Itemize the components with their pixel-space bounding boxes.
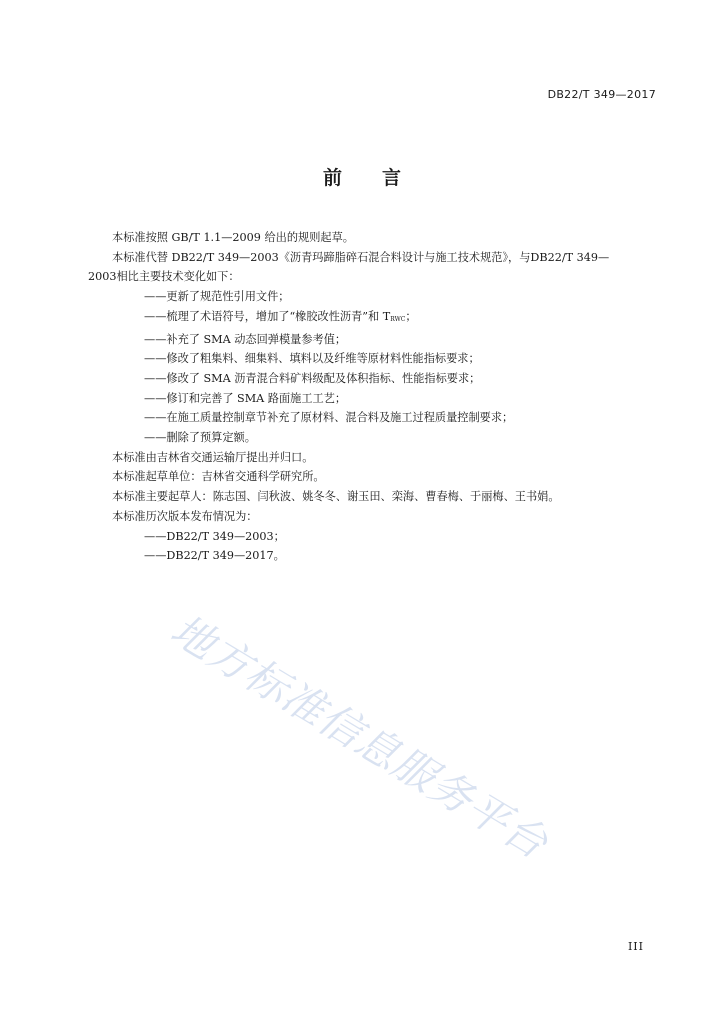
watermark: 地方标准信息服务平台 xyxy=(162,604,557,869)
paragraph-replaces-line-2: 2003相比主要技术变化如下： xyxy=(88,270,240,284)
change-item: ——修改了粗集料、细集料、填料以及纤维等原材料性能指标要求； xyxy=(144,352,480,366)
change-item: ——在施工质量控制章节补充了原材料、混合料及施工过程质量控制要求； xyxy=(144,411,514,425)
paragraph-drafters: 本标准主要起草人：陈志国、闫秋波、姚冬冬、谢玉田、栾海、曹春梅、于丽梅、王书娟。 xyxy=(112,490,560,504)
change-item: ——修订和完善了 SMA 路面施工工艺； xyxy=(144,391,347,405)
change-item: ——补充了 SMA 动态回弹模量参考值； xyxy=(144,332,347,346)
document-code: DB22/T 349—2017 xyxy=(547,88,656,101)
change-item-suffix: ； xyxy=(405,309,417,323)
paragraph-drafting-rules: 本标准按照 GB/T 1.1—2009 给出的规则起草。 xyxy=(112,231,354,244)
change-item xyxy=(88,307,658,330)
change-item-text: ——梳理了术语符号，增加了“橡胶改性沥青”和 T xyxy=(144,309,391,323)
version-item: ——DB22/T 349—2003； xyxy=(144,529,285,543)
paragraph-proposer: 本标准由吉林省交通运输厅提出并归口。 xyxy=(112,450,314,464)
change-item: ——删除了预算定额。 xyxy=(144,431,256,445)
title-char-2: 言 xyxy=(382,167,402,189)
paragraph-replaces-line-1: 本标准代替 DB22/T 349—2003《沥青玛蹄脂碎石混合料设计与施工技术规范》，与DB22/T 349— xyxy=(112,250,610,264)
change-item: ——修改了 SMA 沥青混合料矿料级配及体积指标、性能指标要求； xyxy=(144,371,481,385)
page-title xyxy=(0,163,724,190)
version-item: ——DB22/T 349—2017。 xyxy=(144,549,285,563)
title-char-1: 前 xyxy=(322,167,342,189)
change-item-subscript: RWC xyxy=(390,315,406,323)
change-item: ——更新了规范性引用文件； xyxy=(144,290,290,304)
paragraph-drafting-unit: 本标准起草单位：吉林省交通科学研究所。 xyxy=(112,470,325,484)
page-number: III xyxy=(627,940,644,953)
foreword-body xyxy=(88,228,658,566)
paragraph-version-history: 本标准历次版本发布情况为： xyxy=(112,509,258,523)
